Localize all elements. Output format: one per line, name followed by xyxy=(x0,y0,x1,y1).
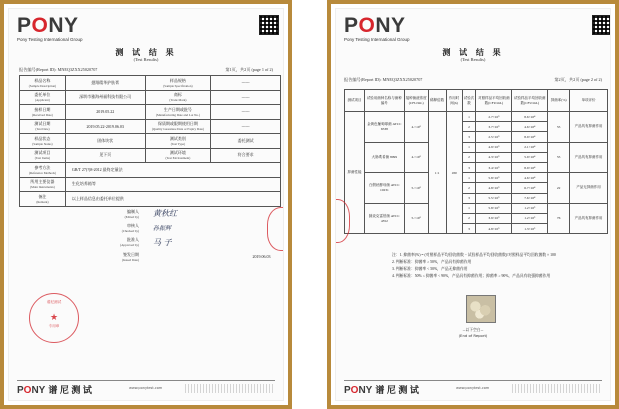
inhibition-rate-cell: 76 xyxy=(548,203,570,234)
table-row: 测试项目 (Test Items) 见下页 测试环境 (Test Environment) 符合要求 xyxy=(20,148,281,163)
table-row: 参考方法 (Reference Methods) GB/T 27(?)8-2012 最终定量法 xyxy=(20,163,281,178)
footer-brand: PONY 谱 尼 测 试 xyxy=(17,385,92,396)
page-number: 第1页，共2页 (page 1 of 2) xyxy=(225,67,273,72)
run-number-cell: 1 xyxy=(462,142,476,152)
sample-count-cell: 7.6×10⁴ xyxy=(512,193,548,203)
run-number-cell: 1 xyxy=(462,173,476,183)
table-row xyxy=(345,112,608,122)
editor-signature: 黄秋红 xyxy=(153,209,178,218)
table-row: 接样日期 (Received Date) 2019.05.22 生产日期或批号 (Manufacturing Date and Lot No.) ------ xyxy=(20,105,281,120)
notes: 注：1. 抑菌率(%) = (对照样品平均回收菌数 − 试验样品平均回收菌数)/对照样品平均回收菌数 × 100 2. 判断标准：抑菌率 ≥ 50%，产品具有抑菌作用 3. 判断标准：抑菌率 < 50%，产品无抑菌作用 4. 判断标准：50% ≤ 抑菌率 < 90%，产品具有抑菌作用；抑菌率 ≥ 90%，产品具有较强抑菌作用 xyxy=(392,253,556,278)
report-meta xyxy=(19,67,273,73)
issued-date: 2019.06.03 xyxy=(252,254,271,260)
evaluation-cell: 产品具有抑菌作用 xyxy=(570,142,608,173)
info-table xyxy=(19,75,281,264)
evaluation-cell: 产品具有抑菌作用 xyxy=(570,203,608,234)
control-count-cell: 5.5×10⁵ xyxy=(476,193,512,203)
seam-seal-stamp xyxy=(267,207,284,251)
sample-count-cell: 5.9×10⁴ xyxy=(512,152,548,162)
organism-cell: 白假丝酵母菌 ATCC 10231 xyxy=(364,173,404,204)
footer-website: www.ponytest.com xyxy=(129,386,163,390)
organism-cell: 金黄色葡萄球菌 ATCC 6538 xyxy=(364,112,404,143)
sample-count-cell: 8.6×10⁴ xyxy=(512,112,548,122)
evaluation-cell: 产品无抑菌作用 xyxy=(570,173,608,204)
pony-logo: PONY Pony Testing International Group xyxy=(17,14,83,42)
footer-website: www.ponytest.com xyxy=(456,386,490,390)
results-table xyxy=(344,89,608,234)
page-1-paper xyxy=(8,8,284,401)
footer-decoration xyxy=(185,384,275,393)
report-meta xyxy=(344,77,602,83)
sample-count-cell: 1.3×10⁵ xyxy=(512,224,548,234)
checker-signature: 孙振辉 xyxy=(153,225,172,233)
organism-cell: 大肠埃希菌 8099 xyxy=(364,142,404,173)
time-cell: 180 xyxy=(446,112,462,234)
table-row: 样品名称 (Sample Description) 翅翔精华护肤膏 样品规格 (Sample Specification) ------ xyxy=(20,76,281,91)
sample-count-cell: 8.9×10⁴ xyxy=(512,162,548,172)
page-subtitle: (Test Results) xyxy=(460,57,486,62)
run-number-cell: 3 xyxy=(462,224,476,234)
control-count-cell: 3.9×10⁵ xyxy=(476,213,512,223)
sample-count-cell: 1.2×10⁵ xyxy=(512,213,548,223)
control-count-cell: 4.8×10⁵ xyxy=(476,224,512,234)
table-row: 备注 (Remark) 以上样品信息由委托单位提供 xyxy=(20,192,281,207)
table-header-row: 测试项目 试验用菌种名称与菌种编号 接种菌液浓度 (CFU/mL) 稀释倍数 作用时间(h) 试验次数 对照样品平均回收菌数(CFU/mL) 试验样品平均回收菌数(CFU/mL) 抑菌率(%) 单项评价 xyxy=(345,90,608,112)
sample-count-cell: 1.2×10⁵ xyxy=(512,203,548,213)
end-of-report: --以下空白-- (End of Report) xyxy=(458,327,488,338)
report-id: 报告编号(Report ID): MNEQ3ZXX25020707 xyxy=(19,67,98,72)
control-count-cell: 3.7×10⁵ xyxy=(476,122,512,132)
page-footer xyxy=(17,380,275,394)
run-number-cell: 2 xyxy=(462,152,476,162)
control-count-cell: 2.7×10⁵ xyxy=(476,112,512,122)
footer-brand: PONY 谱 尼 测 试 xyxy=(344,385,419,396)
run-number-cell: 3 xyxy=(462,193,476,203)
report-page-1 xyxy=(0,0,292,409)
run-number-cell: 2 xyxy=(462,122,476,132)
control-count-cell: 4.3×10⁵ xyxy=(476,152,512,162)
signature-row: 编制人 (Edited by) 黄秋红 xyxy=(124,208,178,219)
run-number-cell: 2 xyxy=(462,183,476,193)
page-number: 第2页，共2页 (page 2 of 2) xyxy=(554,77,602,82)
run-number-cell: 2 xyxy=(462,213,476,223)
dilution-cell: 1:1 xyxy=(428,112,446,234)
control-count-cell: 5.8×10⁵ xyxy=(476,203,512,213)
sample-photo xyxy=(466,295,496,323)
group-name: Pony Testing International Group xyxy=(17,37,83,42)
signature-row: 审核人 (Checked by) 孙振辉 xyxy=(121,222,172,233)
official-seal-stamp: 谱尼测试 ★ 专用章 xyxy=(29,293,79,343)
control-count-cell: 4.8×10⁵ xyxy=(476,183,512,193)
run-number-cell: 3 xyxy=(462,132,476,142)
run-number-cell: 1 xyxy=(462,112,476,122)
qr-code-icon xyxy=(592,15,611,35)
sample-count-cell: 4.6×10⁴ xyxy=(512,173,548,183)
sample-count-cell: 4.6×10⁴ xyxy=(512,122,548,132)
test-item-cell: 抑菌性能 xyxy=(345,112,365,234)
control-count-cell: 3.4×10⁵ xyxy=(476,162,512,172)
control-count-cell: 5.8×10⁵ xyxy=(476,173,512,183)
page-2-paper xyxy=(335,8,611,401)
seam-seal-stamp xyxy=(335,199,350,243)
control-count-cell: 2.5×10⁵ xyxy=(476,132,512,142)
inoculum-cell: 4.×10⁵ xyxy=(404,112,428,143)
page-subtitle: (Test Results) xyxy=(133,57,159,62)
approver-signature: 马 子 xyxy=(153,237,172,247)
table-row xyxy=(345,142,608,152)
qr-code-icon xyxy=(259,15,279,35)
inoculum-cell: 4.×10⁵ xyxy=(404,142,428,173)
signature-row: 签发日期 (Issued Date) 2019.06.03 xyxy=(20,250,281,265)
table-row: 测试日期 (Test Date) 2019.05.22-2019.06.03 保质期或限期使用日期 (Quality Guarantee Date or Expiry Date) ------ xyxy=(20,119,281,134)
signature-row: 批准人 (Approved by) 马 子 xyxy=(120,237,172,248)
inhibition-rate-cell: 55 xyxy=(548,112,570,143)
run-number-cell: 1 xyxy=(462,203,476,213)
control-count-cell: 4.9×10⁵ xyxy=(476,142,512,152)
organism-cell: 肺炎克雷伯菌 ATCC 4352 xyxy=(364,203,404,234)
inhibition-rate-cell: 55 xyxy=(548,142,570,173)
pony-logo: PONY Pony Testing International Group xyxy=(344,14,410,42)
page-title: 测 试 结 果 xyxy=(115,48,177,57)
table-row: 所用主要仪器 (Main Instruments) 生化培养箱等 xyxy=(20,177,281,192)
report-page-2 xyxy=(327,0,619,409)
table-row: 委托单位 (Applicant) 深圳市雅海州福科技有限公司 商标 (Trade Mark) ------ xyxy=(20,90,281,105)
table-row xyxy=(345,173,608,183)
sample-count-cell: 2.1×10⁴ xyxy=(512,142,548,152)
report-id: 报告编号(Report ID): MNEQ3ZXX25020707 xyxy=(344,77,423,82)
run-number-cell: 3 xyxy=(462,162,476,172)
results-body xyxy=(345,112,608,234)
inoculum-cell: 5.×10⁵ xyxy=(404,203,428,234)
group-name: Pony Testing International Group xyxy=(344,37,410,42)
sample-count-cell: 8.9×10⁴ xyxy=(512,132,548,142)
inoculum-cell: 5.×10⁵ xyxy=(404,173,428,204)
inhibition-rate-cell: 22 xyxy=(548,173,570,204)
sample-count-cell: 6.7×10⁴ xyxy=(512,183,548,193)
footer-decoration xyxy=(512,384,602,393)
page-title: 测 试 结 果 xyxy=(442,48,504,57)
table-row xyxy=(345,203,608,213)
evaluation-cell: 产品具有抑菌作用 xyxy=(570,112,608,143)
table-row: 样品状态 (Sample Status) 固体块状 测试类别 (Test Type) 委托测试 xyxy=(20,134,281,149)
page-footer xyxy=(344,380,602,394)
